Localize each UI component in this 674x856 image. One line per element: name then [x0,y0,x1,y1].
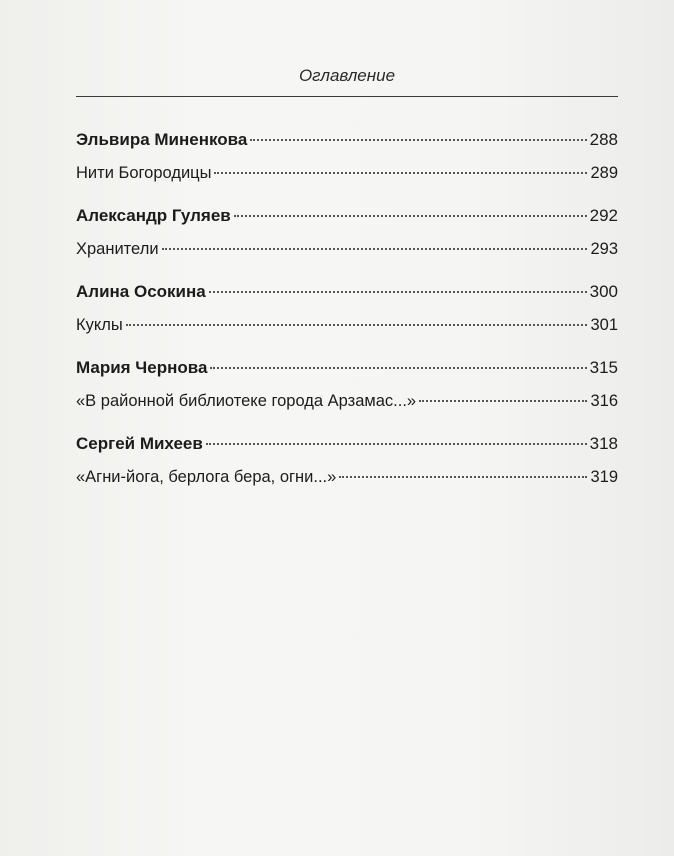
leader-dots [214,172,587,174]
work-title: Нити Богородицы [76,164,212,182]
page-number: 288 [589,130,618,149]
page-number: 318 [589,434,618,453]
leader-dots [234,215,587,217]
author-name: Сергей Михеев [76,434,203,453]
work-title: Куклы [76,316,123,334]
work-title: Хранители [76,240,159,258]
toc-work-entry[interactable] [76,163,618,183]
page-number: 292 [589,206,618,225]
author-name: Александр Гуляев [76,206,231,225]
toc-work-entry[interactable] [76,467,618,487]
author-name: Мария Чернова [76,358,208,377]
author-name: Алина Осокина [76,282,206,301]
page-header-title: Оглавление [298,66,396,85]
page-number: 319 [590,468,618,486]
author-name: Эльвира Миненкова [76,130,248,149]
header-rule [76,96,618,97]
toc-work-entry[interactable] [76,239,618,259]
toc-author-entry[interactable] [76,130,618,150]
toc-author-entry[interactable] [76,434,618,454]
leader-dots [339,476,587,478]
leader-dots [126,324,588,326]
page-number: 293 [590,240,618,258]
leader-dots [206,443,587,445]
page-number: 301 [590,316,618,334]
toc-author-entry[interactable] [76,282,618,302]
leader-dots [209,291,587,293]
work-title: «В районной библиотеке города Арзамас...» [76,392,417,410]
page-number: 316 [590,392,618,410]
page-number: 289 [590,164,618,182]
leader-dots [419,400,587,402]
page-number: 300 [589,282,618,301]
toc-work-entry[interactable] [76,315,618,335]
leader-dots [162,248,588,250]
toc-author-entry[interactable] [76,358,618,378]
leader-dots [210,367,586,369]
toc-author-entry[interactable] [76,206,618,226]
table-of-contents [76,130,618,487]
work-title: «Агни-йога, берлога бера, огни...» [76,468,337,486]
page-number: 315 [589,358,618,377]
leader-dots [250,139,586,141]
toc-work-entry[interactable] [76,391,618,411]
